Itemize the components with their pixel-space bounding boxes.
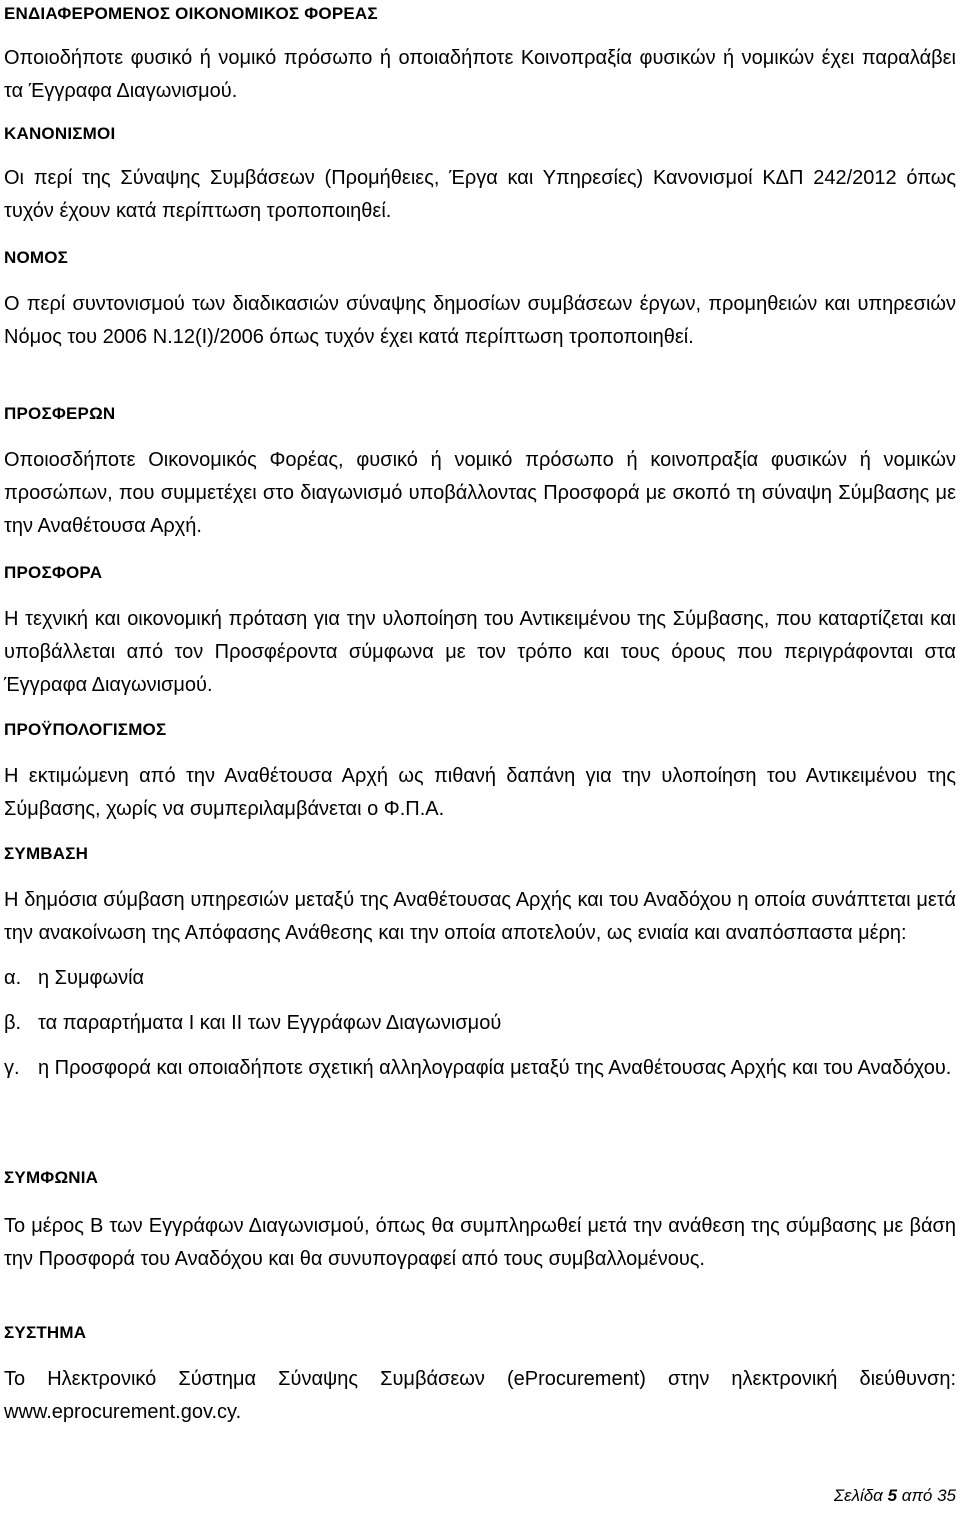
list-item: [4, 1007, 956, 1040]
footer-middle: από: [901, 1486, 933, 1505]
section-agreement: [4, 1168, 956, 1276]
section-heading: ΣΥΣΤΗΜΑ: [4, 1323, 87, 1342]
section-text: Ο περί συντονισμού των διαδικασιών σύναψης δημοσίων συμβάσεων έργων, προμηθειών και υπηρεσιών Νόμος του 2006 Ν.12(Ι)/2006 όπως τυχόν έχει κατά περίπτωση τροποποιηθεί.: [4, 293, 956, 348]
section-text: Οι περί της Σύναψης Συμβάσεων (Προμήθειες, Έργα και Υπηρεσίες) Κανονισμοί ΚΔΠ 242/2012 όπως τυχόν έχουν κατά περίπτωση τροποποιηθεί.: [4, 167, 956, 222]
list-item: [4, 962, 956, 995]
list-item-text: η Προσφορά και οποιαδήποτε σχετική αλληλογραφία μεταξύ της Αναθέτουσας Αρχής και του Αναδόχου.: [38, 1057, 952, 1079]
section-text: Η δημόσια σύμβαση υπηρεσιών μεταξύ της Αναθέτουσας Αρχής και του Αναδόχου η οποία συνάπτεται μετά την ανακοίνωση της Απόφασης Ανάθεσης και την οποία αποτελούν, ως ενιαία και αναπόσπαστα μέρη:: [4, 889, 956, 944]
section-heading: ΠΡΟΫΠΟΛΟΓΙΣΜΟΣ: [4, 720, 167, 739]
section-heading: ΚΑΝΟΝΙΣΜΟΙ: [4, 124, 116, 143]
page-footer: [834, 1486, 956, 1506]
section-heading: ΠΡΟΣΦΟΡΑ: [4, 563, 103, 582]
section-interested-operator: [4, 4, 956, 108]
section-text: Οποιοσδήποτε Οικονομικός Φορέας, φυσικό ή νομικό πρόσωπο ή κοινοπραξία φυσικών ή νομικών προσώπων, που συμμετέχει στο διαγωνισμό υποβάλλοντας Προσφορά με σκοπό τη σύναψη Σύμβασης με την Αναθέτουσα Αρχή.: [4, 449, 956, 537]
section-bidder: [4, 404, 956, 543]
footer-prefix: Σελίδα: [833, 1486, 883, 1505]
section-text: Το Ηλεκτρονικό Σύστημα Σύναψης Συμβάσεων (eProcurement) στην ηλεκτρονική διεύθυνση: www.eprocurement.gov.cy.: [4, 1368, 956, 1423]
footer-total: 35: [937, 1486, 956, 1505]
list-marker: α.: [4, 967, 22, 989]
section-heading: ΝΟΜΟΣ: [4, 248, 69, 267]
section-text: Η τεχνική και οικονομική πρόταση για την υλοποίηση του Αντικειμένου της Σύμβασης, που καταρτίζεται και υποβάλλεται από τον Προσφέροντα σύμφωνα με τον τρόπο και τους όρους που περιγράφονται στα Έγγραφα Διαγωνισμού.: [4, 608, 956, 696]
section-heading: ΠΡΟΣΦΕΡΩΝ: [4, 404, 116, 423]
section-law: [4, 248, 956, 354]
section-budget: [4, 720, 956, 826]
section-contract: [4, 844, 956, 1085]
section-heading: ΣΥΜΦΩΝΙΑ: [4, 1168, 99, 1187]
section-text: Οποιοδήποτε φυσικό ή νομικό πρόσωπο ή οποιαδήποτε Κοινοπραξία φυσικών ή νομικών έχει παραλάβει τα Έγγραφα Διαγωνισμού.: [4, 47, 956, 102]
list-item: [4, 1052, 956, 1085]
list-item-text: η Συμφωνία: [38, 967, 145, 989]
section-offer: [4, 563, 956, 702]
section-text: Η εκτιμώμενη από την Αναθέτουσα Αρχή ως πιθανή δαπάνη για την υλοποίηση του Αντικειμένου της Σύμβασης, χωρίς να συμπεριλαμβάνεται ο Φ.Π.Α.: [4, 765, 956, 820]
section-heading: ΕΝΔΙΑΦΕΡΟΜΕΝΟΣ ΟΙΚΟΝΟΜΙΚΟΣ ΦΟΡΕΑΣ: [4, 4, 378, 23]
footer-page-number: 5: [887, 1486, 898, 1505]
section-text: Το μέρος Β των Εγγράφων Διαγωνισμού, όπως θα συμπληρωθεί μετά την ανάθεση της σύμβασης με βάση την Προσφορά του Αναδόχου και θα συνυπογραφεί από τους συμβαλλομένους.: [4, 1215, 956, 1270]
section-system: [4, 1323, 956, 1429]
list-marker: β.: [4, 1012, 22, 1034]
section-regulations: [4, 124, 956, 228]
section-heading: ΣΥΜΒΑΣΗ: [4, 844, 89, 863]
list-marker: γ.: [4, 1057, 20, 1079]
list-item-text: τα παραρτήματα Ι και ΙΙ των Εγγράφων Διαγωνισμού: [38, 1012, 502, 1034]
